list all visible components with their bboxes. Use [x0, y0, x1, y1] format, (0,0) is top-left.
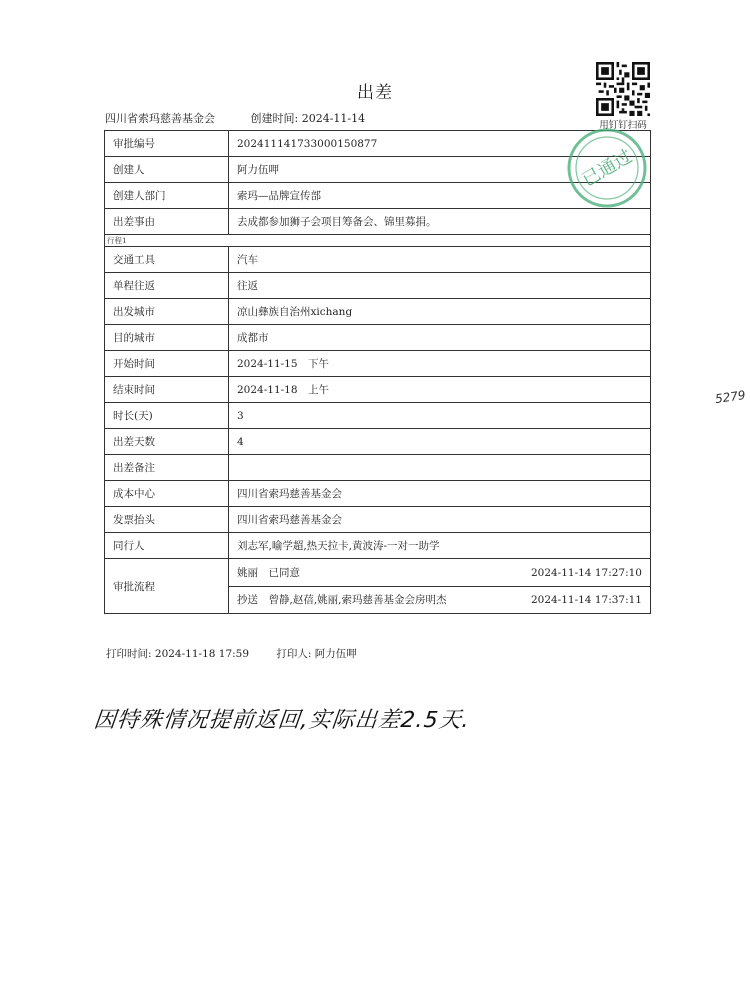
field-row — [105, 209, 651, 235]
trip-value: 3 — [229, 403, 651, 429]
trip-key: 出差天数 — [105, 429, 229, 455]
trip-value: 四川省索玛慈善基金会 — [229, 507, 651, 533]
trip-value: 4 — [229, 429, 651, 455]
qr-code-icon[interactable] — [596, 62, 650, 116]
trip-value: 往返 — [229, 273, 651, 299]
trip-row — [105, 299, 651, 325]
trip-key: 结束时间 — [105, 377, 229, 403]
trip-value — [229, 455, 651, 481]
approval-step-text: 姚丽 已同意 — [237, 567, 300, 579]
trip-key: 单程往返 — [105, 273, 229, 299]
trip-key: 出差备注 — [105, 455, 229, 481]
qr-scan-label: 用钉钉扫码 — [599, 120, 647, 131]
trip-key: 出发城市 — [105, 299, 229, 325]
trip-value: 四川省索玛慈善基金会 — [229, 481, 651, 507]
printer-name: 阿力伍呷 — [314, 648, 357, 660]
trip-key: 发票抬头 — [105, 507, 229, 533]
approval-key: 审批流程 — [105, 559, 229, 614]
handwritten-side-mark: 5279 — [714, 387, 747, 407]
trip-value: 2024-11-18 上午 — [229, 377, 651, 403]
field-value: 去成都参加狮子会项目筹备会、锦里募捐。 — [229, 209, 651, 235]
approval-step-time: 2024-11-14 17:37:11 — [530, 593, 642, 606]
trip-value: 汽车 — [229, 247, 651, 273]
handwritten-note: 因特殊情况提前返回,实际出差2.5天. — [92, 708, 472, 733]
field-key: 创建人 — [105, 157, 229, 183]
trip-key: 开始时间 — [105, 351, 229, 377]
trip-row — [105, 273, 651, 299]
section-label: 行程1 — [105, 235, 651, 247]
trip-value: 2024-11-15 下午 — [229, 351, 651, 377]
trip-value: 刘志军,喻学超,热天拉卡,黄波涛-一对一助学 — [229, 533, 651, 559]
approval-step-time: 2024-11-14 17:27:10 — [530, 566, 642, 579]
print-time-label: 打印时间: — [106, 648, 152, 660]
trip-row — [105, 351, 651, 377]
created-time — [251, 112, 366, 125]
trip-row — [105, 325, 651, 351]
created-label: 创建时间: — [250, 112, 299, 125]
stamp-text: 已通过 — [578, 145, 636, 192]
field-value: 202411141733000150877 — [229, 131, 651, 157]
trip-row — [105, 377, 651, 403]
field-key: 审批编号 — [105, 131, 229, 157]
section-row — [105, 235, 651, 247]
trip-value: 凉山彝族自治州xichang — [229, 299, 651, 325]
organization-name: 四川省索玛慈善基金会 — [105, 112, 215, 125]
created-date: 2024-11-14 — [301, 112, 366, 125]
trip-row — [105, 455, 651, 481]
trip-key: 时长(天) — [105, 403, 229, 429]
trip-row — [105, 481, 651, 507]
field-key: 出差事由 — [105, 209, 229, 235]
trip-row — [105, 429, 651, 455]
trip-value: 成都市 — [229, 325, 651, 351]
approved-stamp-icon — [566, 127, 648, 209]
trip-row — [105, 507, 651, 533]
approval-steps — [229, 559, 651, 614]
trip-key: 成本中心 — [105, 481, 229, 507]
trip-key: 同行人 — [105, 533, 229, 559]
approval-step — [229, 586, 650, 613]
field-value: 阿力伍呷 — [229, 157, 651, 183]
print-footer — [106, 646, 357, 661]
trip-row — [105, 533, 651, 559]
trip-key: 交通工具 — [105, 247, 229, 273]
field-value: 索玛—品牌宣传部 — [229, 183, 651, 209]
printer-label: 打印人: — [276, 648, 312, 660]
document-meta — [105, 110, 365, 126]
approval-step — [229, 560, 650, 586]
field-key: 创建人部门 — [105, 183, 229, 209]
approval-row — [105, 559, 651, 614]
approval-step-text: 抄送 曾静,赵蓓,姚丽,索玛慈善基金会房明杰 — [237, 594, 447, 606]
trip-row — [105, 247, 651, 273]
document-title: 出差 — [357, 83, 393, 103]
print-time: 2024-11-18 17:59 — [154, 648, 250, 660]
trip-key: 目的城市 — [105, 325, 229, 351]
trip-row — [105, 403, 651, 429]
